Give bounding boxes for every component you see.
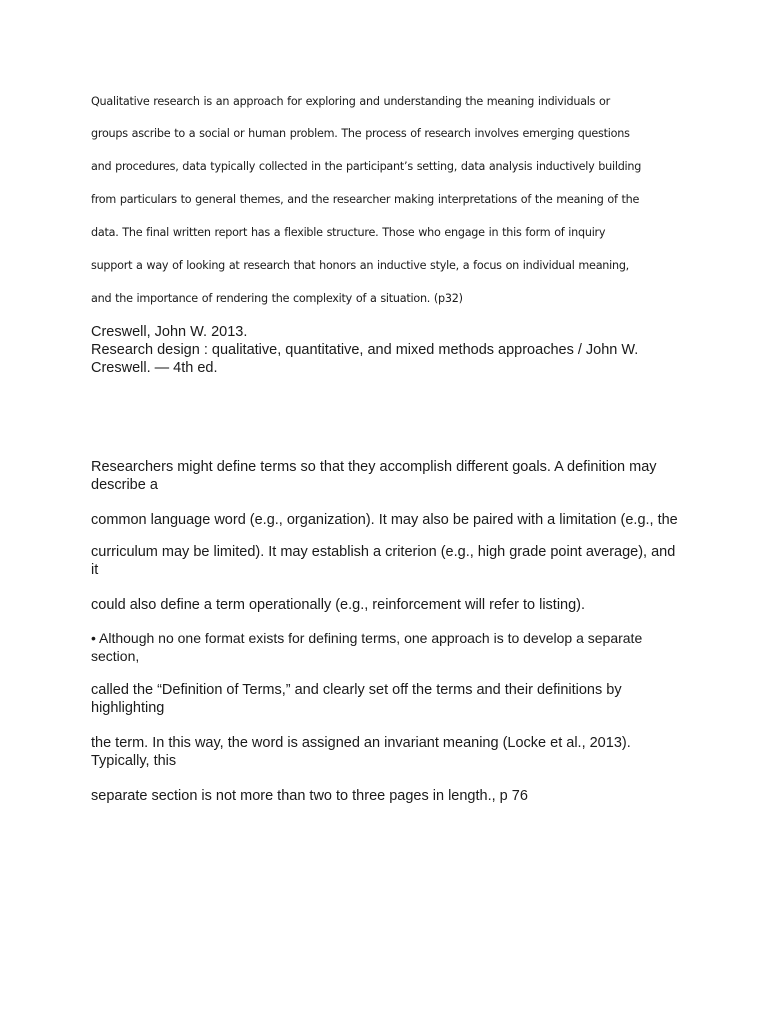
quote-line: groups ascribe to a social or human problem. The process of research involves emerging questions: [91, 127, 630, 140]
citation-edition: Creswell. — 4th ed.: [91, 360, 218, 376]
definitions-paragraph: separate section is not more than two to three pages in length., p 76: [91, 788, 528, 804]
quote-line: support a way of looking at research that honors an inductive style, a focus on individual meaning,: [91, 259, 629, 272]
definitions-paragraph: could also define a term operationally (e.g., reinforcement will refer to listing).: [91, 597, 586, 613]
definitions-paragraph: common language word (e.g., organization). It may also be paired with a limitation (e.g., the: [91, 512, 678, 528]
quote-line: from particulars to general themes, and the researcher making interpretations of the meaning of the: [91, 193, 640, 206]
definitions-paragraph: Researchers might define terms so that they accomplish different goals. A definition may describe a: [91, 459, 657, 493]
quote-line: Qualitative research is an approach for exploring and understanding the meaning individuals or: [91, 95, 610, 108]
definitions-paragraph: called the “Definition of Terms,” and clearly set off the terms and their definitions by highlighting: [91, 682, 622, 716]
quote-line: and procedures, data typically collected in the participant’s setting, data analysis inductively building: [91, 160, 642, 173]
citation-author-year: Creswell, John W. 2013.: [91, 324, 248, 340]
definitions-paragraph: curriculum may be limited). It may establish a criterion (e.g., high grade point average), and it: [91, 544, 676, 578]
quote-line: and the importance of rendering the complexity of a situation. (p32): [91, 292, 463, 305]
citation-title: Research design : qualitative, quantitative, and mixed methods approaches / John W.: [91, 342, 639, 358]
quote-line: data. The final written report has a flexible structure. Those who engage in this form of inquiry: [91, 226, 606, 239]
definitions-paragraph: the term. In this way, the word is assigned an invariant meaning (Locke et al., 2013). Typically, this: [91, 735, 631, 769]
definitions-bullet: • Although no one format exists for defining terms, one approach is to develop a separate section,: [91, 630, 643, 664]
